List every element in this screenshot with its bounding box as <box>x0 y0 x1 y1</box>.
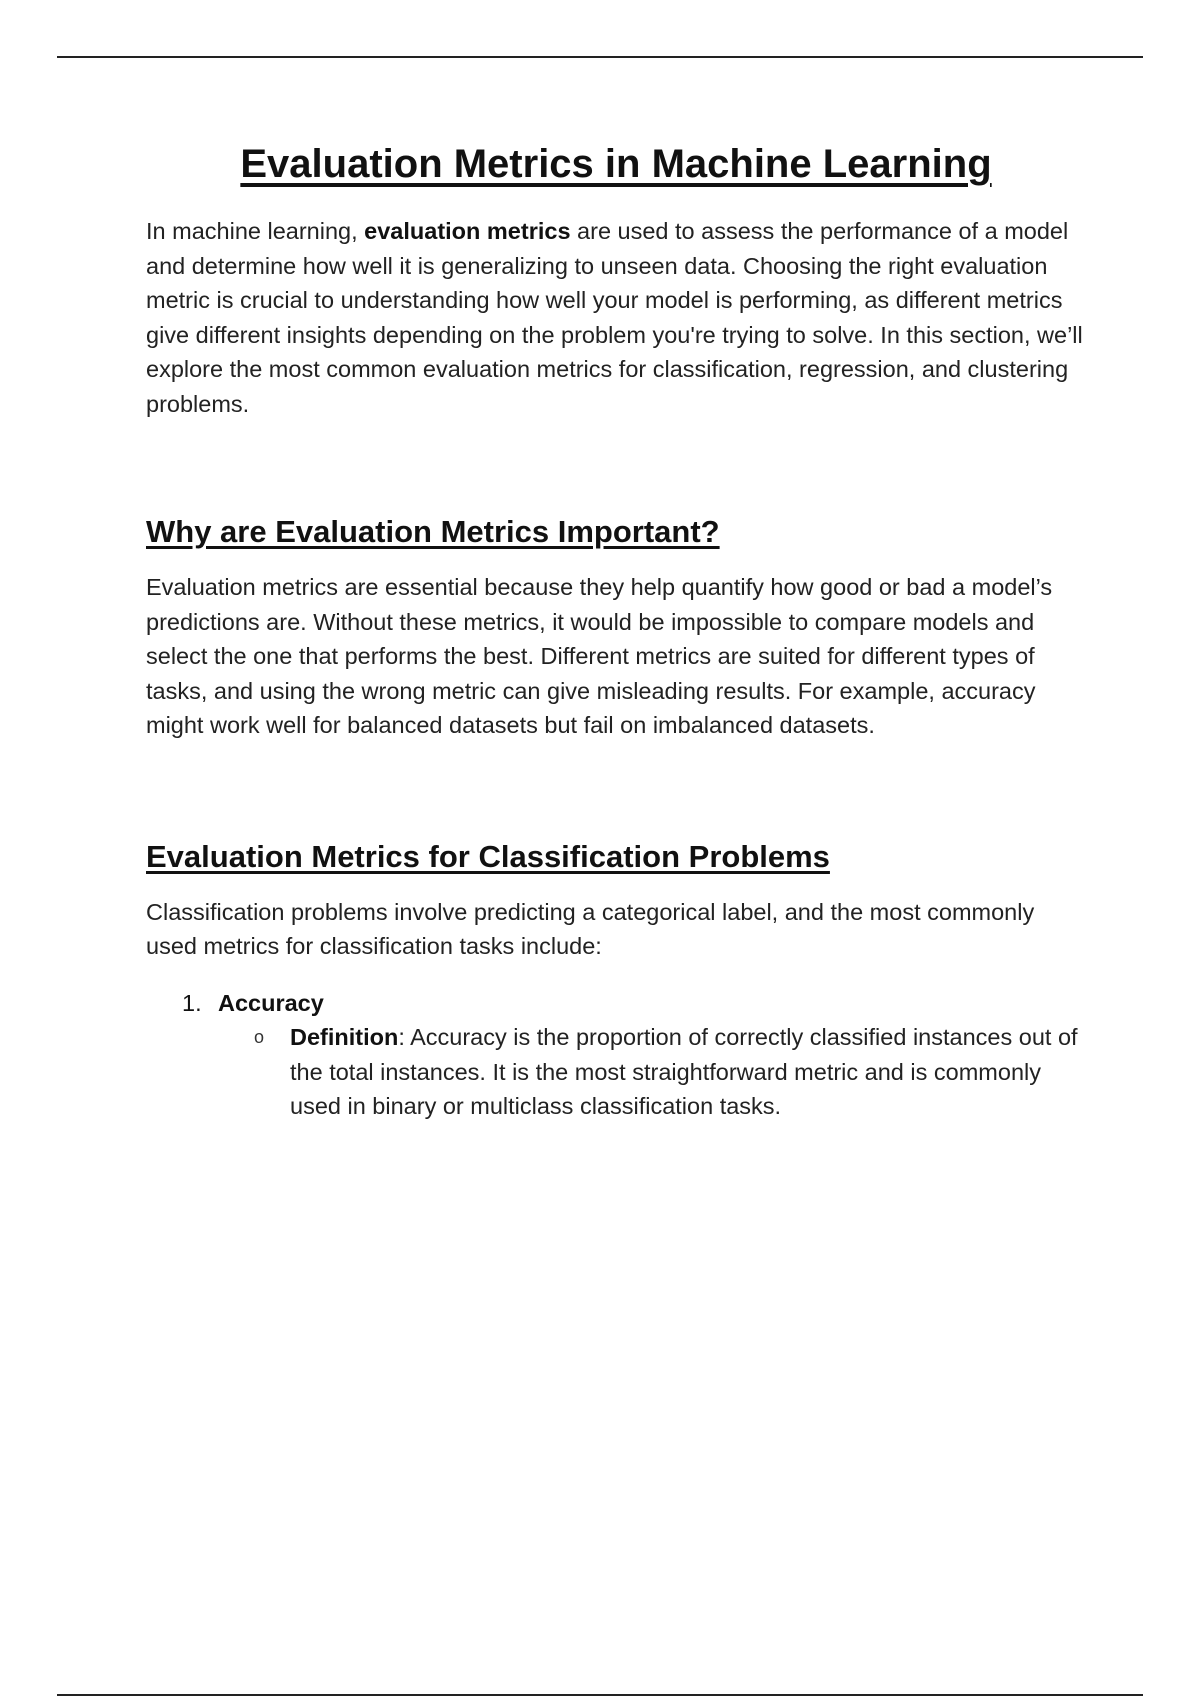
document-body <box>146 140 1086 1124</box>
list-item <box>146 986 1086 1124</box>
metric-details <box>218 1020 1086 1124</box>
section-heading-importance: Why are Evaluation Metrics Important? <box>146 514 720 549</box>
section-paragraph-classification: Classification problems involve predicting a categorical label, and the most commonly used metrics for classification tasks include: <box>146 898 1035 960</box>
section-heading-classification: Evaluation Metrics for Classification Problems <box>146 838 830 874</box>
footer-rule <box>57 1694 1143 1696</box>
metric-name: Accuracy <box>218 989 324 1016</box>
definition-label: Definition <box>290 1024 399 1051</box>
list-number: 1. <box>182 989 202 1016</box>
metric-list <box>146 986 1086 1124</box>
intro-emphasis: evaluation metrics <box>364 218 571 244</box>
intro-paragraph <box>146 214 1086 421</box>
intro-text-end: are used to assess the performance of a model and determine how well it is generalizing to unseen data. Choosing the right evaluation metric is crucial to understanding how well your model is performing, as different metrics give different insights depending on the problem you're trying to solve. In this section, we’ll explore the most common evaluation metrics for classification, regression, and clustering problems. <box>146 218 1083 417</box>
section-paragraph-importance: Evaluation metrics are essential because they help quantify how good or bad a model’s predictions are. Without these metrics, it would be impossible to compare models and select the one that performs the best. Different metrics are suited for different types of tasks, and using the wrong metric can give misleading results. For example, accuracy might work well for balanced datasets but fail on imbalanced datasets. <box>146 574 1053 739</box>
list-item <box>218 1020 1086 1124</box>
bullet-icon: o <box>254 1027 265 1048</box>
definition-text: : Accuracy is the proportion of correctly classified instances out of the total instances. It is the most straightforward metric and is commonly used in binary or multiclass classification tasks. <box>290 1024 1078 1120</box>
page-title: Evaluation Metrics in Machine Learning <box>240 142 992 186</box>
intro-text-start: In machine learning, <box>146 218 365 244</box>
header-rule <box>57 56 1143 58</box>
